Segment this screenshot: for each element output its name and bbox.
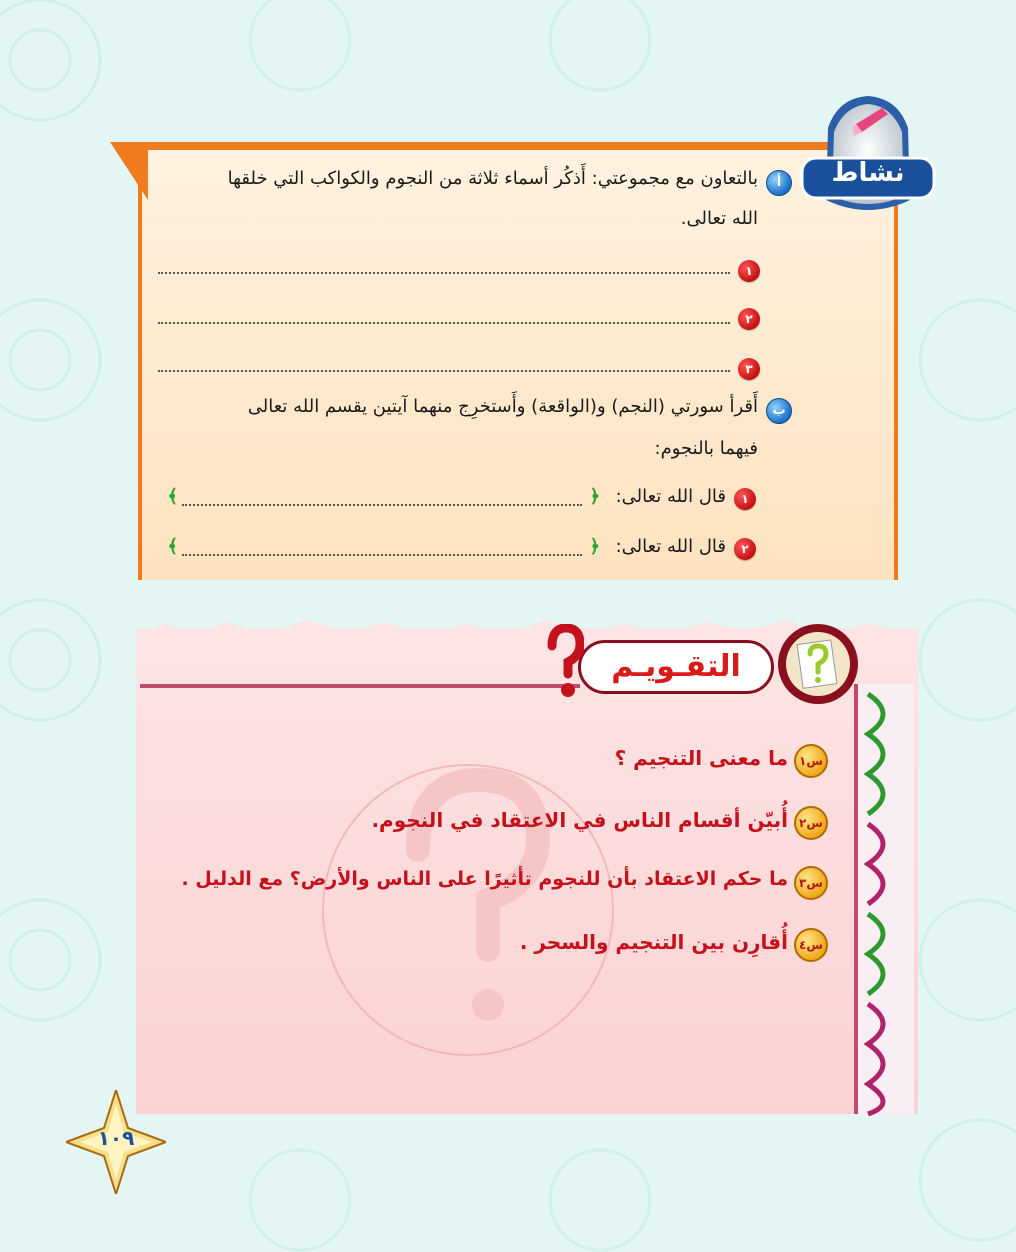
verse-close-bracket: ﴾ [167,536,178,557]
answer-line[interactable] [158,272,730,274]
activity-badge-label: نشاط [831,158,905,188]
question-prefix: س [806,938,823,952]
part-a-letter-icon: أ [766,170,792,196]
evaluation-header-rule [140,684,580,688]
question-number: ٤ [799,938,807,952]
question-number: ١ [799,754,807,768]
question-prefix: س [806,816,823,830]
question-text: ما حكم الاعتقاد بأن للنجوم تأثيرًا على الناس والأرض؟ مع الدليل . [181,868,788,890]
verse-close-bracket: ﴾ [167,486,178,507]
answer-number-icon: ١ [738,260,760,282]
question-text: أُقارِن بين التنجيم والسحر . [519,930,788,954]
question-number-badge [794,744,828,778]
verse-open-bracket: ﴿ [589,536,600,557]
question-number-badge [794,806,828,840]
verse-number-icon: ١ [734,488,756,510]
verse-answer-line[interactable] [182,504,582,506]
activity-corner-flag [108,140,148,200]
verse-label: قال الله تعالى: [615,486,726,507]
activity-panel-top-border [138,142,854,150]
activity-panel [138,148,898,580]
answer-number-icon: ٢ [738,308,760,330]
question-text: أُبيّن أقسام الناس في الاعتقاد في النجوم. [371,808,788,832]
page-number: ١٠٩ [97,1126,135,1150]
question-mark-watermark [318,720,618,1100]
question-number: ٢ [799,816,807,830]
part-b-instruction-line2: فيهما بالنجوم: [654,438,758,459]
part-a-instruction-line2: الله تعالى. [680,208,758,229]
part-b-instruction-line1: أَقرأ سورتي (النجم) و(الواقعة) وأَستخرِج منهما آيتين يقسم الله تعالى [247,396,758,417]
question-number: ٣ [799,876,807,890]
evaluation-icon [776,620,860,708]
verse-number-icon: ٢ [734,538,756,560]
question-prefix: س [806,754,823,768]
answer-line[interactable] [158,322,730,324]
question-number-badge [794,866,828,900]
question-text: ما معنى التنجيم ؟ [614,746,788,770]
verse-answer-line[interactable] [182,554,582,556]
evaluation-title: التقـويـم [578,640,774,694]
part-b-letter-icon: ب [766,398,792,424]
question-mark-icon [544,624,584,700]
question-number-badge [794,928,828,962]
floral-border-strip [858,684,914,1116]
verse-label: قال الله تعالى: [615,536,726,557]
answer-line[interactable] [158,370,730,372]
answer-number-icon: ٣ [738,358,760,380]
verse-open-bracket: ﴿ [589,486,600,507]
question-prefix: س [806,876,823,890]
part-a-instruction-line1: بالتعاون مع مجموعتي: أَذكُر أسماء ثلاثة من النجوم والكواكب التي خلقها [227,168,758,189]
